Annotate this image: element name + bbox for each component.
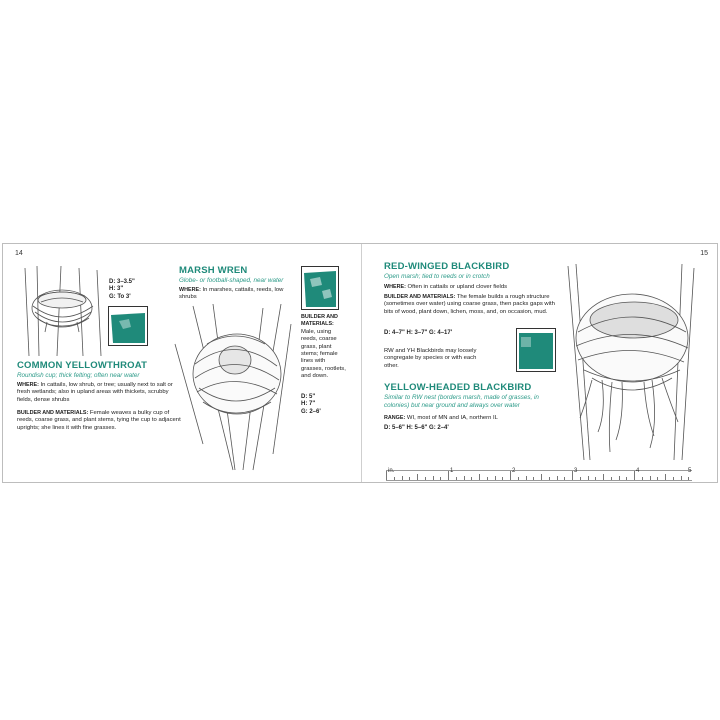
ruler-tick <box>417 474 418 480</box>
ruler-mark-4: 4 <box>636 468 640 474</box>
ruler-tick <box>518 477 519 480</box>
red-winged-builder-text: The female builds a rough structure (sometimes over water) using coarse grass, then packs gaps with bits of wood, plant down, lichen, moss, and, on occasion, mud. <box>384 294 555 315</box>
ruler-tick <box>626 477 627 480</box>
marsh-wren-where-text: In marshes, cattails, reeds, low shrubs <box>179 287 284 301</box>
ruler-tick <box>479 474 480 480</box>
yellow-headed-range <box>384 415 560 422</box>
marsh-wren-range-map <box>301 266 339 310</box>
ruler-tick <box>448 471 449 480</box>
yellow-headed-subtitle: Similar to RW nest (borders marsh, made of grasses, in colonies) but near ground and always over water <box>384 394 539 409</box>
yellowthroat-dimensions <box>109 279 135 301</box>
ruler-tick <box>471 477 472 480</box>
ruler-unit-label: in. <box>388 468 395 474</box>
yellowthroat-builder <box>17 410 183 432</box>
ruler-tick <box>409 477 410 480</box>
marsh-wren-title: MARSH WREN <box>179 265 248 276</box>
ruler-tick <box>611 477 612 480</box>
marsh-wren-dimensions <box>301 394 321 416</box>
ruler-tick <box>386 471 387 480</box>
marsh-wren-nest-illustration <box>173 304 297 472</box>
ruler-tick <box>557 476 558 480</box>
red-winged-builder <box>384 294 560 316</box>
marsh-wren-diameter: D: 5" <box>301 394 316 400</box>
red-winged-subtitle: Open marsh; tied to reeds or in crotch <box>384 273 490 280</box>
ruler-tick <box>394 477 395 480</box>
ruler-tick <box>564 477 565 480</box>
ruler-tick <box>425 477 426 480</box>
ruler-mark-1: 1 <box>450 468 454 474</box>
ruler-tick <box>487 477 488 480</box>
red-winged-where <box>384 284 559 291</box>
ruler-tick <box>595 477 596 480</box>
ruler-mark-2: 2 <box>512 468 516 474</box>
yellowthroat-builder-text: Female weaves a bulky cup of reeds, coarse grass, and plant stems, tying the cup to adjacent uprights; she lines it with fine grasses. <box>17 410 181 431</box>
yellowthroat-subtitle: Roundish cup; thick felting; often near water <box>17 372 140 379</box>
left-page <box>3 244 361 482</box>
ruler-mark-3: 3 <box>574 468 578 474</box>
ruler-tick <box>657 477 658 480</box>
yellow-headed-range-label: RANGE: <box>384 415 406 421</box>
ruler-tick <box>541 474 542 480</box>
yellow-headed-dimensions: D: 5–6" H: 5–6" G: 2–4' <box>384 425 449 431</box>
ruler-tick <box>642 477 643 480</box>
ruler-tick <box>464 476 465 480</box>
marsh-wren-builder-text: Male, using reeds, coarse grass, plant stems; female lines with grasses, rootlets, and down. <box>301 328 346 380</box>
ruler-tick <box>650 476 651 480</box>
red-winged-where-label: WHERE: <box>384 284 406 290</box>
ruler-tick <box>495 476 496 480</box>
yellow-headed-range-text: WI, most of MN and IA, northern IL <box>406 415 498 421</box>
red-winged-range-map <box>516 328 556 372</box>
right-page <box>362 244 718 482</box>
ruler-tick <box>688 477 689 480</box>
ruler-tick <box>510 471 511 480</box>
marsh-wren-height-from-ground: G: 2–6' <box>301 408 321 415</box>
marsh-wren-builder <box>301 314 349 381</box>
blackbird-note: RW and YH Blackbirds may loosely congregate by species or with each other. <box>384 348 477 369</box>
yellowthroat-where-label: WHERE: <box>17 382 39 388</box>
ruler-tick <box>588 476 589 480</box>
yellowthroat-title: COMMON YELLOWTHROAT <box>17 360 148 371</box>
ruler-tick <box>673 477 674 480</box>
yellowthroat-where <box>17 382 183 404</box>
yellowthroat-height-from-ground: G: To 3' <box>109 293 131 300</box>
marsh-wren-subtitle: Globe- or football-shaped, near water <box>179 277 284 284</box>
inch-ruler <box>386 470 692 481</box>
ruler-tick <box>433 476 434 480</box>
red-winged-where-text: Often in cattails or upland clover fields <box>407 284 508 290</box>
marsh-wren-where-label: WHERE: <box>179 287 201 293</box>
ruler-tick <box>533 477 534 480</box>
ruler-tick <box>619 476 620 480</box>
yellowthroat-range-map <box>108 306 148 346</box>
red-winged-builder-label: BUILDER AND MATERIALS: <box>384 294 456 300</box>
ruler-mark-5: 5 <box>688 468 692 474</box>
page-number-right: 15 <box>700 250 708 257</box>
ruler-tick <box>549 477 550 480</box>
red-winged-nest-illustration <box>562 262 702 462</box>
ruler-tick <box>580 477 581 480</box>
ruler-tick <box>572 471 573 480</box>
marsh-wren-where <box>179 287 297 302</box>
yellowthroat-builder-label: BUILDER AND MATERIALS: <box>17 410 89 416</box>
yellowthroat-nest-illustration <box>17 266 107 358</box>
red-winged-title: RED-WINGED BLACKBIRD <box>384 261 510 272</box>
ruler-tick <box>402 476 403 480</box>
yellowthroat-height: H: 3" <box>109 286 124 293</box>
ruler-tick <box>634 471 635 480</box>
yellowthroat-where-text: In cattails, low shrub, or tree; usually next to salt or fresh wetlands; also in upland areas with thickets, scrubby fields, dense shrubs <box>17 382 173 403</box>
yellow-headed-title: YELLOW-HEADED BLACKBIRD <box>384 382 532 393</box>
marsh-wren-height: H: 7" <box>301 401 316 408</box>
ruler-tick <box>665 474 666 480</box>
book-spread <box>2 243 718 483</box>
ruler-tick <box>681 476 682 480</box>
ruler-tick <box>440 477 441 480</box>
marsh-wren-builder-label: BUILDER AND MATERIALS: <box>301 314 338 328</box>
yellowthroat-diameter: D: 3–3.5" <box>109 279 135 285</box>
red-winged-dimensions: D: 4–7" H: 3–7" G: 4–17' <box>384 330 453 336</box>
ruler-tick <box>603 474 604 480</box>
ruler-tick <box>526 476 527 480</box>
ruler-tick <box>502 477 503 480</box>
ruler-tick <box>456 477 457 480</box>
page-number-left: 14 <box>15 250 23 257</box>
